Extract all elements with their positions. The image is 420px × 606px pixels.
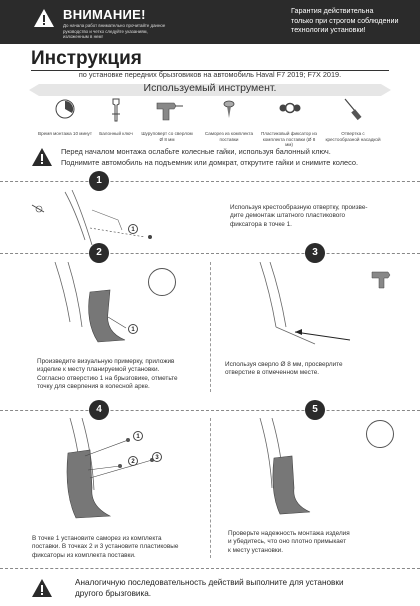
guarantee-note: Гарантия действительна только при строгом соблюдении технологии установки! bbox=[291, 6, 399, 34]
page-subtitle: по установке передних брызговиков на автомобиль Haval F7 2019; F7X 2019. bbox=[78, 70, 342, 79]
page-title: Инструкция bbox=[31, 48, 142, 69]
callout-one: 1 bbox=[133, 431, 143, 441]
step4-text: В точке 1 установите саморез из комплекта поставки. В точках 2 и 3 установите пластиковые фиксаторы из комплекта поставки. bbox=[32, 535, 179, 559]
step1-illustration bbox=[30, 190, 180, 245]
drill-icon bbox=[368, 264, 396, 292]
drill-icon bbox=[147, 96, 187, 124]
column-divider bbox=[210, 418, 211, 558]
step-separator bbox=[0, 181, 420, 182]
warning-icon bbox=[31, 147, 53, 167]
step-number: 2 bbox=[89, 243, 109, 263]
wrench-icon bbox=[96, 96, 136, 124]
screw-icon bbox=[209, 96, 249, 124]
callout-two: 2 bbox=[128, 456, 138, 466]
warning-subtext: До начала работ внимательно прочитайте данное руководство и четко следуйте указаниям, изложенным в нем! bbox=[63, 23, 166, 39]
warning-icon bbox=[33, 8, 55, 28]
fixator-icon bbox=[269, 96, 309, 124]
step1-text: Используя крестообразную отвертку, произве- дите демонтаж штатного пластикового фиксатора в точке 1. bbox=[230, 204, 368, 228]
step-number: 1 bbox=[89, 171, 109, 191]
step3-text: Используя сверло Ø 8 мм, просверлите отверстие в отмеченном месте. bbox=[225, 361, 343, 377]
preparation-note: Перед началом монтажа ослабьте колесные гайки, используя балонный ключ. Поднимите автомобиль на подъемник или домкрат, открутите гайки и снимите колесо. bbox=[31, 145, 393, 169]
screwdriver-icon bbox=[333, 96, 373, 124]
column-divider bbox=[210, 262, 211, 392]
callout-three: 3 bbox=[152, 452, 162, 462]
mirror-icon bbox=[148, 268, 176, 296]
step-separator bbox=[0, 568, 420, 569]
tool-wrench: Балонный ключ bbox=[88, 96, 144, 137]
callout-one: 1 bbox=[128, 324, 138, 334]
step-separator bbox=[0, 410, 420, 411]
check-icon bbox=[366, 420, 394, 448]
step2-text: Произведите визуальную примерку, приложив изделие к месту планируемой установки. Согласно отверстию 1 на брызговике, отметьте точку для сверления в колесной арке. bbox=[37, 358, 178, 391]
tool-screwdriver: Отвертка с крестообразной насадкой bbox=[325, 96, 381, 142]
warning-icon bbox=[31, 578, 53, 598]
clock-icon bbox=[45, 96, 85, 124]
tool-fixator: Пластиковый фиксатор из комплекта поставки (Ø 8 мм) bbox=[261, 96, 317, 148]
step-number: 4 bbox=[89, 400, 109, 420]
step4-illustration bbox=[40, 418, 190, 523]
tool-drill: Шуруповерт со сверлом Ø 8 мм bbox=[139, 96, 195, 142]
step-separator bbox=[0, 253, 420, 254]
step-number: 3 bbox=[305, 243, 325, 263]
step-number: 5 bbox=[305, 400, 325, 420]
tool-time: Время монтажа 10 минут bbox=[37, 96, 93, 137]
tools-title: Используемый инструмент. bbox=[143, 82, 277, 94]
warning-title: ВНИМАНИЕ! bbox=[63, 7, 146, 22]
warning-header bbox=[0, 0, 420, 44]
callout-one: 1 bbox=[128, 224, 138, 234]
tool-screw: Саморез из комплекта поставки bbox=[201, 96, 257, 142]
step5-text: Проверьте надежность монтажа изделия и убедитесь, что оно плотно примыкает к месту установки. bbox=[228, 530, 350, 554]
repeat-note: Аналогичную последовательность действий выполните для установки другого брызговика. bbox=[31, 575, 393, 601]
